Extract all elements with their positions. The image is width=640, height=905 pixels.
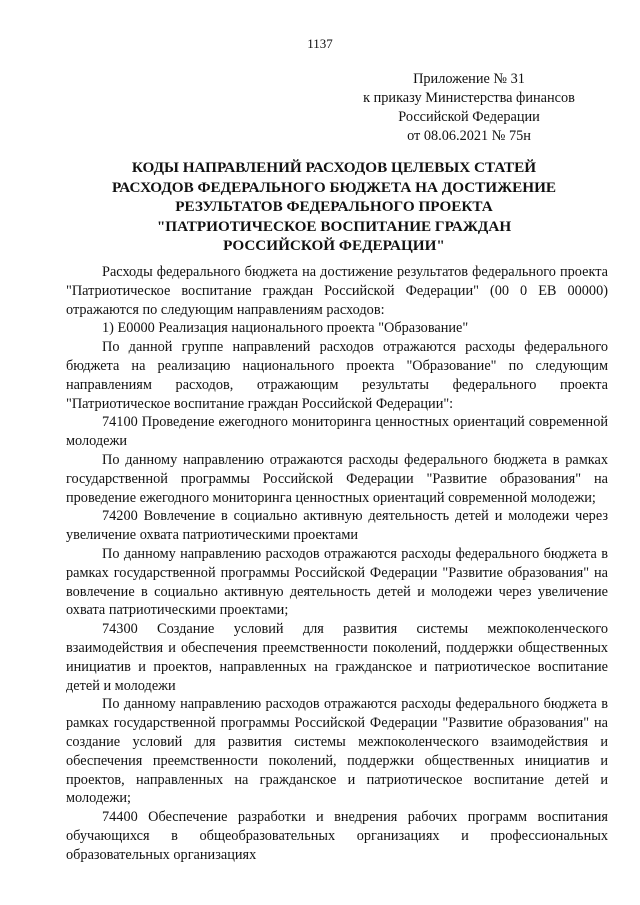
paragraph-code-74100: 74100 Проведение ежегодного мониторинга ценностных ориентаций современной молодежи [66, 414, 608, 450]
paragraph-code-74200-description: По данному направлению расходов отражаются расходы федерального бюджета в рамках государственной программы Российской Федерации "Развитие образования" на вовлечение в социально активную деятельность детей и молодежи через увеличение охвата патриотическими проектами; [66, 545, 608, 619]
document-title [60, 158, 608, 256]
paragraph-section-e0000: 1) Е0000 Реализация национального проекта "Образование" [102, 320, 469, 337]
paragraph-intro: Расходы федерального бюджета на достижение результатов федерального проекта "Патриотическое воспитание граждан Российской Федерации" (00 0 ЕВ 00000) отражаются по следующим направлениям расходов: [66, 264, 608, 318]
title-line-4: "ПАТРИОТИЧЕСКОЕ ВОСПИТАНИЕ ГРАЖДАН [156, 217, 512, 235]
appendix-line-4: от 08.06.2021 № 75н [407, 128, 531, 144]
appendix-reference [344, 70, 594, 146]
title-line-2: РАСХОДОВ ФЕДЕРАЛЬНОГО БЮДЖЕТА НА ДОСТИЖЕНИЕ [111, 178, 557, 196]
title-line-3: РЕЗУЛЬТАТОВ ФЕДЕРАЛЬНОГО ПРОЕКТА [175, 198, 493, 215]
paragraph-code-74200: 74200 Вовлечение в социально активную деятельность детей и молодежи через увеличение охвата патриотическими проектами [66, 508, 608, 544]
paragraph-section-e0000-description: По данной группе направлений расходов отражаются расходы федерального бюджета на реализацию национального проекта "Образование" по следующим направлениям расходов, отражающим результаты федерального проекта "Патриотическое воспитание граждан Российской Федерации": [66, 339, 608, 412]
appendix-line-1: Приложение № 31 [413, 71, 525, 87]
appendix-line-3: Российской Федерации [398, 109, 540, 125]
document-body [66, 263, 608, 865]
appendix-line-2: к приказу Министерства финансов [363, 90, 575, 106]
paragraph-code-74300: 74300 Создание условий для развития системы межпоколенческого взаимодействия и обеспечения преемственности поколений, поддержки общественных инициатив и проектов, направленных на гражданское и патриотическое воспитание детей и молодежи [66, 621, 608, 694]
page-number: 1137 [307, 36, 333, 51]
title-line-5: РОССИЙСКОЙ ФЕДЕРАЦИИ" [223, 237, 445, 254]
paragraph-code-74400: 74400 Обеспечение разработки и внедрения рабочих программ воспитания обучающихся в общеобразовательных организациях и профессиональных образовательных организациях [66, 809, 608, 863]
paragraph-code-74100-description: По данному направлению отражаются расходы федерального бюджета в рамках государственной программы Российской Федерации "Развитие образования" на проведение ежегодного мониторинга ценностных ориентаций современной молодежи; [66, 451, 608, 506]
title-line-1: КОДЫ НАПРАВЛЕНИЙ РАСХОДОВ ЦЕЛЕВЫХ СТАТЕЙ [131, 159, 537, 176]
paragraph-code-74300-description: По данному направлению расходов отражаются расходы федерального бюджета в рамках государственной программы Российской Федерации "Развитие образования" на создание условий для развития системы межпоколенческого взаимодействия и обеспечения преемственности поколений, поддержки общественных инициатив и проектов, направленных на гражданское и патриотическое воспитание детей и молодежи; [66, 696, 608, 807]
